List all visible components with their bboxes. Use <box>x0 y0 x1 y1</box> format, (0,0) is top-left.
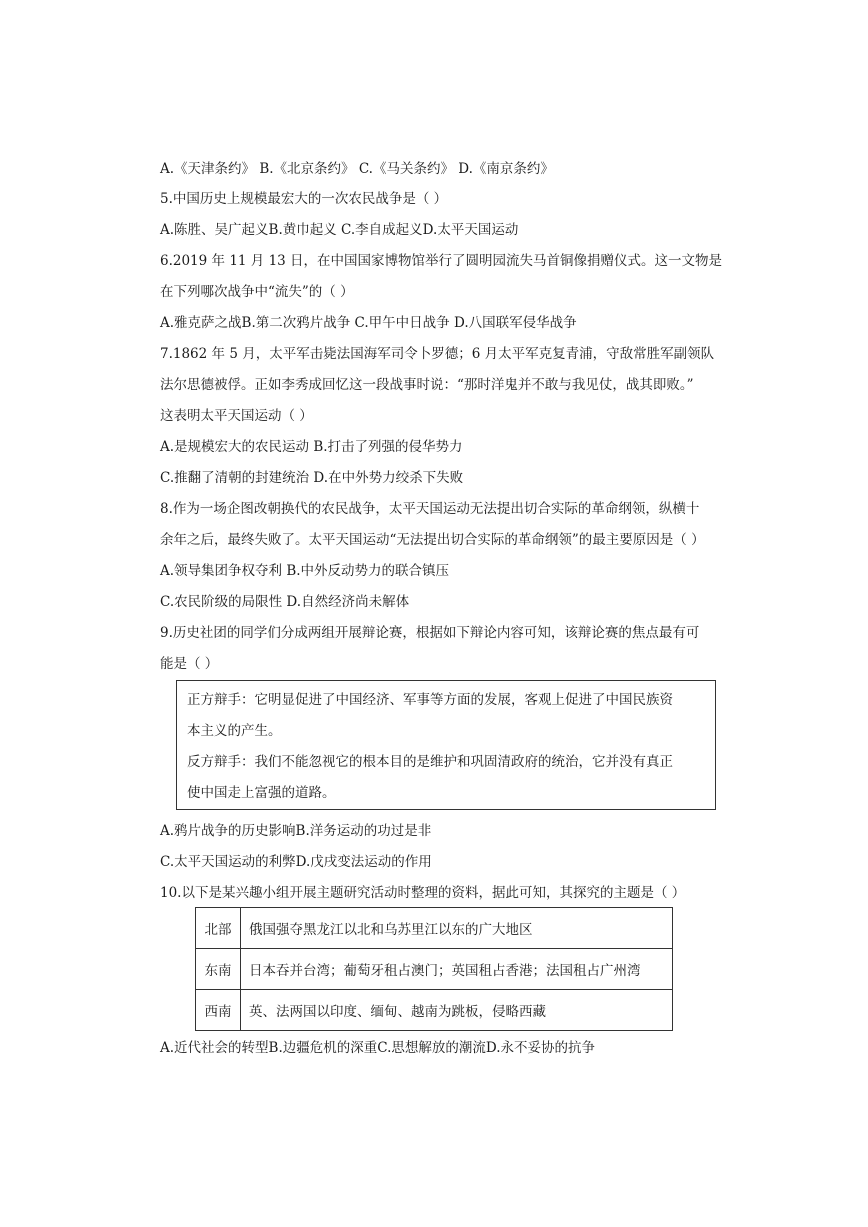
debate-box <box>176 680 716 810</box>
region-cell: 东南 <box>196 949 241 990</box>
q7-options-cd: C.推翻了清朝的封建统治 D.在中外势力绞杀下失败 <box>160 470 464 486</box>
region-cell: 北部 <box>196 908 241 949</box>
q7-stem-line2: 法尔思德被俘。正如李秀成回忆这一段战事时说：“那时洋鬼并不敢与我见仗，战其即败。” <box>160 377 694 393</box>
q8-stem-line2: 余年之后，最终失败了。太平天国运动“无法提出切合实际的革命纲领”的最主要原因是（ ） <box>160 532 705 548</box>
q10-stem: 10.以下是某兴趣小组开展主题研究活动时整理的资料，据此可知，其探究的主题是（ ） <box>160 885 686 901</box>
q8-options-cd: C.农民阶级的局限性 D.自然经济尚未解体 <box>160 594 410 610</box>
q8-stem-line1: 8.作为一场企图改朝换代的农民战争，太平天国运动无法提出切合实际的革命纲领，纵横十 <box>160 501 700 517</box>
q9-options-ab: A.鸦片战争的历史影响B.洋务运动的功过是非 <box>160 823 432 839</box>
q6-stem-line2: 在下列哪次战争中“流失”的（ ） <box>160 284 354 300</box>
q7-stem-line1: 7.1862 年 5 月，太平军击毙法国海军司令卜罗德；6 月太平军克复青浦，守敌常胜军副领队 <box>160 346 715 362</box>
q6-options: A.雅克萨之战B.第二次鸦片战争 C.甲午中日战争 D.八国联军侵华战争 <box>160 315 577 331</box>
q10-options: A.近代社会的转型B.边疆危机的深重C.思想解放的潮流D.永不妥协的抗争 <box>160 1040 596 1056</box>
debate-pro-line2: 本主义的产生。 <box>187 723 282 739</box>
q9-options-cd: C.太平天国运动的利弊D.戊戌变法运动的作用 <box>160 854 432 870</box>
q9-stem-line2: 能是（ ） <box>160 656 219 672</box>
region-cell: 西南 <box>196 990 241 1031</box>
table-row <box>196 949 673 990</box>
frontier-table <box>195 907 673 1031</box>
debate-con-line2: 使中国走上富强的道路。 <box>187 785 336 801</box>
debate-pro-line1: 正方辩手：它明显促进了中国经济、军事等方面的发展，客观上促进了中国民族资 <box>187 692 673 708</box>
q7-options-ab: A.是规模宏大的农民运动 B.打击了列强的侵华势力 <box>160 439 463 455</box>
q5-options: A.陈胜、吴广起义B.黄巾起义 C.李自成起义D.太平天国运动 <box>160 222 519 238</box>
q8-options-ab: A.领导集团争权夺利 B.中外反动势力的联合镇压 <box>160 563 450 579</box>
content-cell: 日本吞并台湾；葡萄牙租占澳门；英国租占香港；法国租占广州湾 <box>241 949 673 990</box>
content-cell: 俄国强夺黑龙江以北和乌苏里江以东的广大地区 <box>241 908 673 949</box>
table-row <box>196 908 673 949</box>
table-row <box>196 990 673 1031</box>
q6-stem-line1: 6.2019 年 11 月 13 日，在中国国家博物馆举行了圆明园流失马首铜像捐赠仪式。这一文物是 <box>160 253 723 269</box>
q4-options: A.《天津条约》 B.《北京条约》 C.《马关条约》 D.《南京条约》 <box>160 161 554 177</box>
q9-stem-line1: 9.历史社团的同学们分成两组开展辩论赛，根据如下辩论内容可知，该辩论赛的焦点最有可 <box>160 625 700 641</box>
q5-stem: 5.中国历史上规模最宏大的一次农民战争是（ ） <box>160 191 448 207</box>
q7-stem-line3: 这表明太平天国运动（ ） <box>160 408 313 424</box>
debate-con-line1: 反方辩手：我们不能忽视它的根本目的是维护和巩固清政府的统治，它并没有真正 <box>187 754 673 770</box>
content-cell: 英、法两国以印度、缅甸、越南为跳板，侵略西藏 <box>241 990 673 1031</box>
